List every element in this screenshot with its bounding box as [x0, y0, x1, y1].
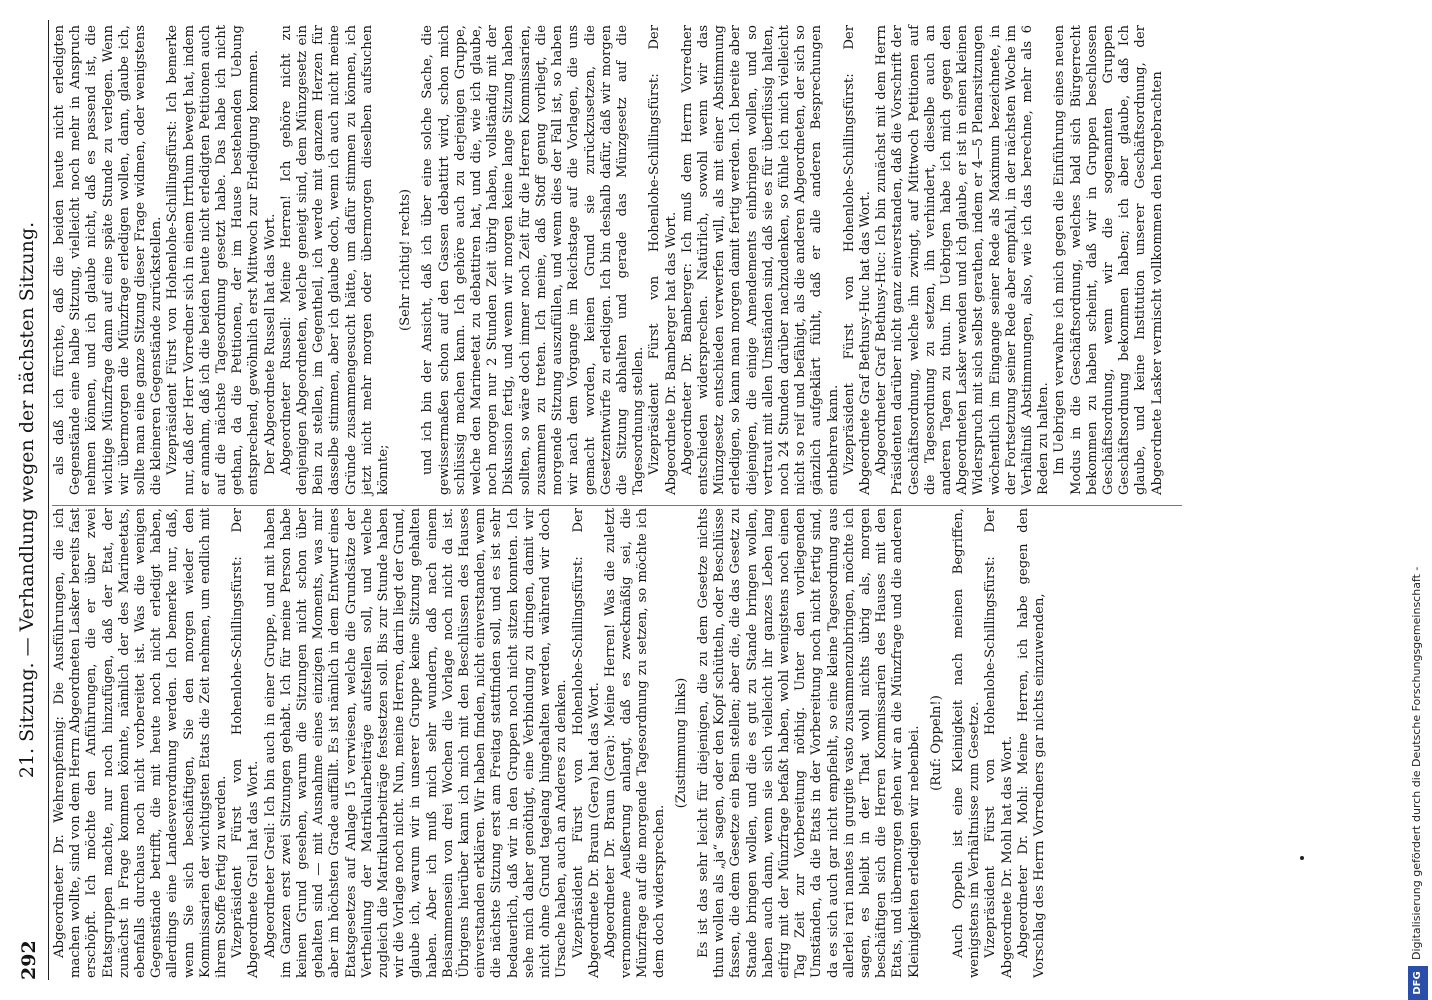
paragraph: Vizepräsident Fürst von Hohenlohe-Schillingsfürst: Der Abgeordnete Dr. Bamberger hat das Wort.: [647, 25, 679, 495]
interjection: (Zustimmung links): [673, 677, 689, 809]
left-text-column: [52, 508, 1048, 978]
page-header: [10, 20, 50, 980]
paragraph: Vizepräsident Fürst von Hohenlohe-Schillingsfürst: Der Abgeordnete Dr. Mohl hat das Wort.: [983, 508, 1015, 978]
paragraph: Abgeordneter Russell: Meine Herren! Ich gehöre nicht zu denjenigen Abgeordneten, welche geneigt sind, dem Münzgesetz ein Bein zu stellen, im Gegentheil, ich werde mit ganzem Herzen für dasselbe stimmen, aber ich glaube doch, wenn ich auch nicht meine Gründe zusammengesucht hätte, um dafür stimmen zu können, ich jetzt nicht mehr morgen oder übermorgen dieselben aufsuchen könnte;: [278, 25, 392, 495]
column-divider: [52, 505, 1182, 506]
paragraph: Abgeordneter Graf Bethusy-Huc: Ich bin zunächst mit dem Herrn Präsidenten darüber nicht ganz einverstanden, daß die Vorschrift der Geschäftsordnung, welche ihn zwingt, auf Mittwoch Petitionen auf die Tagesordnung zu setzen, ihn verhindert, dieselbe auch an anderen Tagen zu thun. Im Uebrigen habe ich mich gegen den Abgeordneten Lasker wenden und ich glaube, er ist in einen kleinen Widerspruch mit sich selbst gerathen, indem er 4—5 Plenarsitzungen wöchentlich im Eingange seiner Rede als Maximum bezeichnete, in der Fortsetzung seiner Rede aber empfahl, in der nächsten Woche im Verhältniß Abstimmungen, also, wie ich das berechne, mehr als 6 Reden zu halten.: [874, 25, 1052, 495]
dfg-logo: DFG: [1408, 966, 1428, 1000]
paragraph: Abgeordneter Greil: Ich bin auch in einer Gruppe, und mit haben im Ganzen erst zwei Sitzungen gehabt. Ich für meine Person habe keinen Grund gesehen, warum die Sitzungen nicht schon über gehalten sind — mit Ausnahme eines einzigen Moments, was mir aber im höchsten Grade auffällt. Es ist nämlich in dem Entwurf eines Etatsgesetzes auf Anlage 15 verwiesen, welche die Grundsätze der Vertheilung der Matrikularbeiträge aufstellen soll, und welche zugleich die Matrikularbeiträge festsetzen soll. Bis zur Stunde haben wir die Vorlage noch nicht. Nun, meine Herren, darin liegt der Grund, glaube ich, warum wir in unserer Gruppe keine Sitzung gehalten haben. Aber ich muß mich sehr wundern, daß nach einem Beisammensein von drei Wochen die Vorlage noch nicht da ist. Übrigens hierüber kann ich mich mit den Beschlüssen des Hauses einverstanden erklären. Wir haben finden, nicht einverstanden, wenn die nächste Sitzung erst am Freitag stattfinden soll, und es ist sehr bedauerlich, daß wir in den Gruppen noch nicht sitzen konnten. Ich sehe mich daher genöthigt, eine Verbindung zu dringen, damit wir nicht ohne Grund tagelang hingehalten werden, während wir doch Ursache haben, auch an Anderes zu denken.: [262, 508, 570, 978]
paragraph: Auch Oppeln ist eine Kleinigkeit nach meinen Begriffen, wenigstens im Verhältnisse zum Gesetze.: [950, 508, 983, 978]
running-title: 21. Sitzung. — Verhandlung wegen der nächsten Sitzung.: [16, 221, 38, 779]
paragraph: Vizepräsident Fürst von Hohenlohe-Schillingsfürst: Der Abgeordnete Dr. Braun (Gera) hat das Wort.: [570, 508, 602, 978]
paragraph: Vizepräsident Fürst von Hohenlohe-Schillingsfürst: Ich bemerke nur, daß der Herr Vorredner sich in einem Irrthum bewegt hat, indem er annahm, daß ich die beiden heute nicht erledigten Petitionen auch auf die nächste Tagesordnung gesetzt habe. Das habe ich nicht gethan, da die Petitionen, der im Hause bestehenden Uebung entsprechend, gewöhnlich erst Mittwoch zur Erledigung kommen.: [165, 25, 262, 495]
page-number: 292: [18, 940, 40, 980]
paragraph: und ich bin der Ansicht, daß ich über eine solche Sache, die gewissermaßen schon auf den Gassen debattirt wird, schon mich schlüssig machen kann. Ich gehöre auch zu derjenigen Gruppe, welche den Marineetat zu debattiren hat, und die, wie ich glaube, noch morgen nur 2 Stunden Zeit übrig haben, vollständig mit der Diskussion fertig, und wenn wir morgen keine lange Sitzung haben sollten, so wäre doch immer noch Zeit für die Herren Kommissarien, zusammen zu treten. Ich meine, daß Stoff genug vorliegt, die morgende Sitzung auszufüllen, und wenn dies der Fall ist, so haben wir nach dem Vorgange im Reichstage auf die Vorlagen, die uns gemacht worden, keinen Grund sie zurückzusetzen, die Gesetzentwürfe zu erledigen. Ich bin deshalb dafür, daß wir morgen die Sitzung abhalten und gerade das Münzgesetz auf die Tagesordnung stellen.: [420, 25, 647, 495]
scan-speck: [1300, 856, 1304, 860]
paragraph: Abgeordneter Dr. Wehrenpfennig: Die Ausführungen, die ich machen wollte, sind von dem Herrn Abgeordneten Lasker bereits fast erschöpft. Ich möchte den Anführungen, die er über zwei Etatsgruppen machte, nur noch hinzufügen, daß der Etat, der zunächst in Frage kommen könnte, nämlich der des Marineetats, ebenfalls durchaus noch nicht vorbereitet ist. Was die wenigen Gegenstände betrifft, die mit heute noch nicht erledigt haben, allerdings eine Landesverordnung werden. Ich bemerke nur, daß, wenn Sie sich beschäftigen, Sie den morgen wieder den Kommissarien der wichtigsten Etats die Zeit nehmen, um endlich mit ihrem Stoffe fertig zu werden.: [52, 508, 230, 978]
paragraph: Abgeordneter Dr. Braun (Gera): Meine Herren! Was die zuletzt vernommene Aeußerung anlangt, daß es zweckmäßig sei, die Münzfrage auf die morgende Tagesordnung zu setzen, so möchte ich dem doch widersprechen.: [602, 508, 667, 978]
paragraph: Abgeordneter Dr. Mohl: Meine Herren, ich habe gegen den Vorschlag des Herrn Vorredners gar nichts einzuwenden,: [1015, 508, 1047, 978]
digitization-credit: Digitalisierung gefördert durch die Deutsche Forschungsgemeinschaft -: [1410, 566, 1423, 960]
paragraph: Abgeordneter Dr. Bamberger: Ich muß dem Herrn Vorredner entschieden widersprechen. Natürlich, sowohl wenn wir das Münzgesetz entschieden verwerfen will, als mit einer Abstimmung erledigen, so kann man morgen damit fertig werden. Ich bereite aber diejenigen, die einige Amendements einbringen wollen, und so vertraut mit allen Umständen sind, daß sie es für überflüssig halten, noch 24 Stunden darüber nachzudenken, so fühle ich mich vielleicht nicht so reif und befähigt, als die anderen Abgeordneten, der sich so gänzlich aufgeklärt fühlt, daß er alle anderen Besprechungen entbehren kann.: [679, 25, 841, 495]
paragraph: Der Abgeordnete Russell hat das Wort.: [262, 213, 278, 475]
paragraph: Im Uebrigen verwahre ich mich gegen die Einführung eines neuen Modus in die Geschäftsordnung, welches bald sich Bürgerrecht bekommen zu haben scheint, daß wir in Gruppen beschlossen Geschäftsordnung, wenn wir die sogenannten Gruppen Geschäftsordnung bekommen haben; ich aber glaube, daß Ich glaube, und keine Institution unserer Geschäftsordnung, der Abgeordnete Lasker vermischt vollkommen den hergebrachten: [1052, 25, 1165, 495]
paragraph: Es ist das sehr leicht für diejenigen, die zu dem Gesetze nichts thun wollen als „ja“ sagen, oder den Kopf schütteln, oder Beschlüsse fassen, die dem Gesetze ein Bein stellen; aber die, die das Gesetz zu Stande bringen wollen, und die es gut zu Stande bringen wollen, haben auch dann, wenn sie sich vielleicht ihr ganzes Leben lang eifrig mit der Münzfrage befaßt haben, wohl wenigstens noch einen Tag Zeit zur Vorbereitung nöthig. Unter den vorliegenden Umständen, da die Etats in der Vorbereitung noch nicht fertig sind, da es sich auch gar nicht empfiehlt, so eine kleine Tagesordnung aus allerlei rari nantes in gurgite vasto zusammenzubringen, möchte ich sagen, es bleibt in der That wohl nichts übrig als, morgen beschäftigen sich die Herren Kommissarien des Hauses mit den Etats, und übermorgen gehen wir an die Münzfrage und die anderen Kleinigkeiten erledigen wir nebenbei.: [695, 508, 922, 978]
right-text-column: [52, 25, 1166, 495]
interjection: (Ruf: Oppeln!): [928, 695, 944, 791]
header-rule: [48, 20, 49, 980]
paragraph: Vizepräsident Fürst von Hohenlohe-Schillingsfürst: Der Abgeordnete Graf Bethusy-Huc hat das Wort.: [841, 25, 873, 495]
interjection: (Sehr richtig! rechts): [398, 188, 414, 332]
paragraph: als daß ich fürchte, daß die beiden heute nicht erledigten Gegenstände eine halbe Sitzung, vielleicht noch mehr in Anspruch nehmen können, und ich glaube nicht, daß es passend ist, die wichtige Münzfrage dann auf eine späte Stunde zu verlegen. Wenn wir übermorgen die Münzfrage erledigen wollen, dann, glaube ich, sollte man eine ganze Sitzung dieser Frage widmen, oder wenigstens die kleineren Gegenstände zurückstellen.: [52, 25, 165, 495]
paragraph: Vizepräsident Fürst von Hohenlohe-Schillingsfürst: Der Abgeordnete Greil hat das Wort.: [230, 508, 262, 978]
